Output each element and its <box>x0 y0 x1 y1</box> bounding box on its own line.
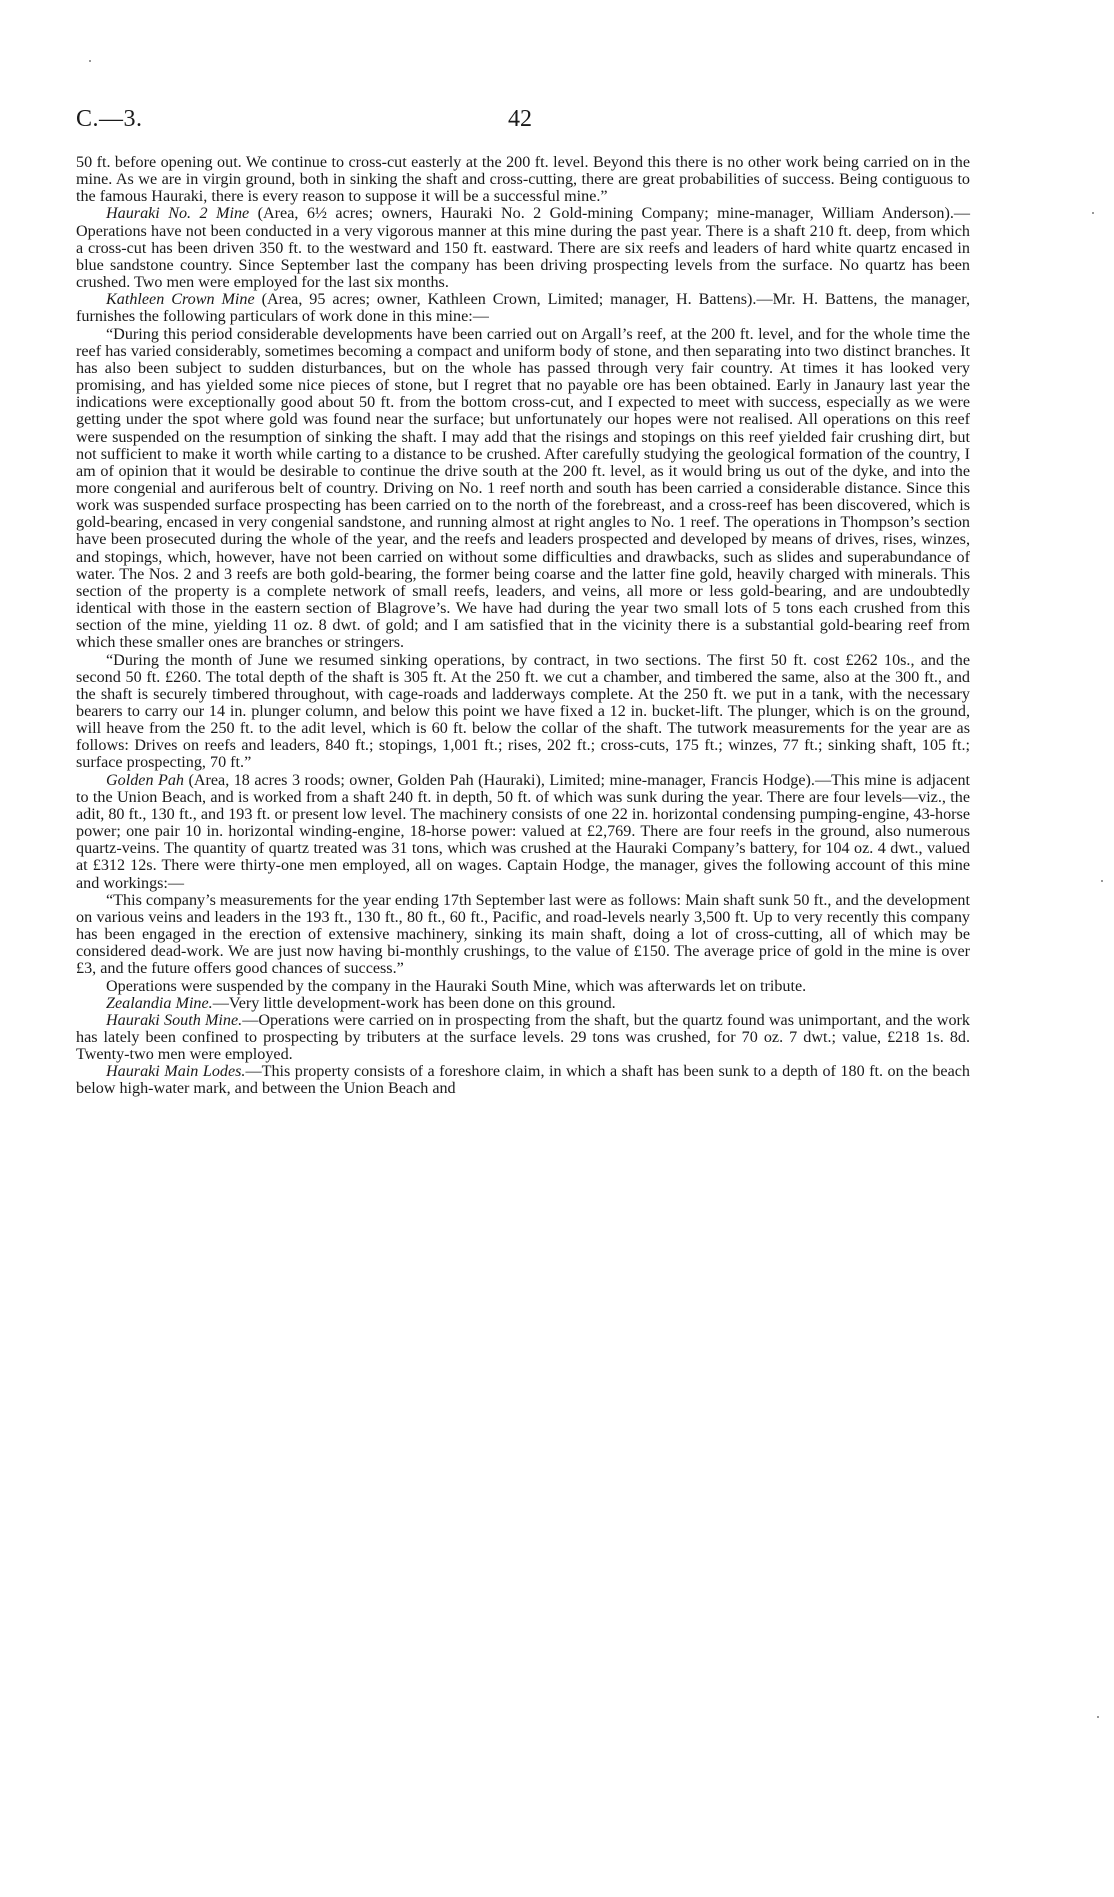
scan-speck <box>1101 880 1103 882</box>
paragraph-hauraki-main-lodes: Hauraki Main Lodes.—This property consists of a foreshore claim, in which a shaft has been sunk to a depth of 180 ft. on the beach below high-water mark, and between the Union Beach and <box>76 1063 970 1098</box>
mine-name: Kathleen Crown Mine <box>106 291 255 309</box>
mine-name: Hauraki No. 2 Mine <box>106 205 250 223</box>
paragraph-golden-pah: Golden Pah (Area, 18 acres 3 roods; owner, Golden Pah (Hauraki), Limited; mine-manager, Francis Hodge).—This mine is adjacent to the Union Beach, and is worked from a shaft 240 ft. in depth, 50 ft. of which was sunk during the year. There are four levels—viz., the adit, 80 ft., 130 ft., and 193 ft. or present low level. The machinery consists of one 22 in. horizontal condensing pumping-engine, 43-horse power; one pair 10 in. horizontal winding-engine, 18-horse power: valued at £2,769. There are four reefs in the ground, also numerous quartz-veins. The quantity of quartz treated was 31 tons, which was crushed at the Hauraki Company’s battery, for 104 oz. 4 dwt., valued at £312 12s. There were thirty-one men employed, all on wages. Captain Hodge, the manager, gives the following account of this mine and workings:— <box>76 771 971 892</box>
mine-name: Hauraki Main Lodes. <box>106 1063 246 1081</box>
body-text <box>76 154 970 1098</box>
mine-name: Hauraki South Mine. <box>106 1011 243 1029</box>
scan-speck <box>1097 1716 1099 1718</box>
scan-speck <box>1092 212 1094 214</box>
page-number: 42 <box>508 106 532 132</box>
paragraph-golden-pah-report: “This company’s measurements for the year ending 17th September last were as follows: Main shaft sunk 50 ft., and the development on various veins and leaders in the 193 ft., 130 ft., 80 ft., 60 ft., Pacific, and road-levels nearly 3,500 ft. Up to very recently this company has been engaged in the erection of extensive machinery, sinking its main shaft, doing a lot of cross-cutting, all of which may be considered dead-work. We are just now having bi-monthly crushings, to the value of £150. The average price of gold in the mine is over £3, and the future offers good chances of success.” <box>76 891 970 978</box>
paragraph-zealandia: Zealandia Mine.—Very little development-work has been done on this ground. <box>106 994 616 1012</box>
mine-name: Zealandia Mine. <box>106 994 213 1012</box>
page-header <box>76 106 966 136</box>
paragraph-hauraki-south: Hauraki South Mine.—Operations were carried on in prospecting from the shaft, but the quartz found was unimportant, and the work has lately been confined to prospecting by tributers at the surface levels. 29 tons was crushed, for 70 oz. 7 dwt.; value, £218 1s. 8d. Twenty-two men were employed. <box>76 1011 970 1064</box>
scan-speck <box>89 60 91 62</box>
paragraph-hauraki-south-note: Operations were suspended by the company in the Hauraki South Mine, which was afterwards let on tribute. <box>106 977 807 995</box>
paragraph-kathleen-report-1: “During this period considerable developments have been carried out on Argall’s reef, at the 200 ft. level, and for the whole time the reef has varied considerably, sometimes becoming a compact and uniform body of stone, and then separating into two distinct branches. It has also been subject to sudden disturbances, but on the whole has passed through very fair country. At times it has looked very promising, and has yielded some nice pieces of stone, but I regret that no payable ore has been obtained. Early in Janaury last year the indications were exceptionally good about 50 ft. from the bottom cross-cut, and I expected to meet with success, especially as we were getting under the spot where gold was found near the surface; but unfortunately our hopes were not realised. All operations on this reef were suspended on the resumption of sinking the shaft. I may add that the risings and stopings on this reef yielded fair crushing dirt, but not sufficient to make it worth while carting to a distance to be crushed. After carefully studying the geological formation of the country, I am of opinion that it would be desirable to continue the drive south at the 200 ft. level, as it would bring us out of the dyke, and into the more congenial and auriferous belt of country. Driving on No. 1 reef north and south has been carried a considerable distance. Since this work was suspended surface prospecting has been carried on to the north of the forebreast, and a cross-reef has been discovered, which is gold-bearing, encased in very congenial sandstone, and running almost at right angles to No. 1 reef. The operations in Thompson’s section have been prosecuted during the whole of the year, and the reefs and leaders prospected and developed by means of drives, rises, winzes, and stopings, which, however, have not been carried on without some difficulties and drawbacks, such as slides and superabundance of water. The Nos. 2 and 3 reefs are both gold-bearing, the former being coarse and the latter fine gold, heavily charged with minerals. This section of the property is a complete network of small reefs, leaders, and veins, all more or less gold-bearing, and are undoubtedly identical with those in the eastern section of Blagrove’s. We have had during the year two small lots of 5 tons each crushed from this section of the mine, yielding 11 oz. 8 dwt. of gold; and I am satisfied that in the vicinity there is a substantial gold-bearing reef from which these smaller ones are branches or stringers. <box>76 325 970 652</box>
paragraph-kathleen-report-2: “During the month of June we resumed sinking operations, by contract, in two sections. The first 50 ft. cost £262 10s., and the second 50 ft. £260. The total depth of the shaft is 305 ft. At the 250 ft. we cut a chamber, and timbered the same, also at the 300 ft., and the shaft is securely timbered throughout, with cage-roads and ladderways complete. At the 250 ft. we put in a tank, with the necessary bearers to carry our 14 in. plunger column, and below this point we have fixed a 12 in. bucket-lift. The plunger, which is on the ground, will heave from the 250 ft. to the adit level, which is 60 ft. below the collar of the shaft. The tutwork measurements for the year are as follows: Drives on reefs and leaders, 840 ft.; stopings, 1,001 ft.; rises, 202 ft.; cross-cuts, 175 ft.; winzes, 77 ft.; sinking shaft, 105 ft.; surface prospecting, 70 ft.” <box>76 651 970 772</box>
mine-name: Golden Pah <box>106 771 184 789</box>
document-code: C.—3. <box>76 106 143 132</box>
paragraph-hauraki-no2: Hauraki No. 2 Mine (Area, 6½ acres; owners, Hauraki No. 2 Gold-mining Company; mine-manager, William Anderson).—Operations have not been conducted in a very vigorous manner at this mine during the past year. There is a shaft 210 ft. deep, from which a cross-cut has been driven 350 ft. to the westward and 150 ft. eastward. There are six reefs and leaders of hard white quartz encased in blue sandstone country. Since September last the company has been driving prospecting levels from the surface. No quartz has been crushed. Two men were employed for the last six months. <box>76 205 971 292</box>
paragraph-continuation: 50 ft. before opening out. We continue to cross-cut easterly at the 200 ft. level. Beyond this there is no other work being carried on in the mine. As we are in virgin ground, both in sinking the shaft and cross-cutting, there are great probabilities of success. Being contiguous to the famous Hauraki, there is every reason to suppose it will be a successful mine.” <box>76 154 970 206</box>
paragraph-kathleen-crown: Kathleen Crown Mine (Area, 95 acres; owner, Kathleen Crown, Limited; manager, H. Battens).—Mr. H. Battens, the manager, furnishes the following particulars of work done in this mine:— <box>76 291 970 326</box>
